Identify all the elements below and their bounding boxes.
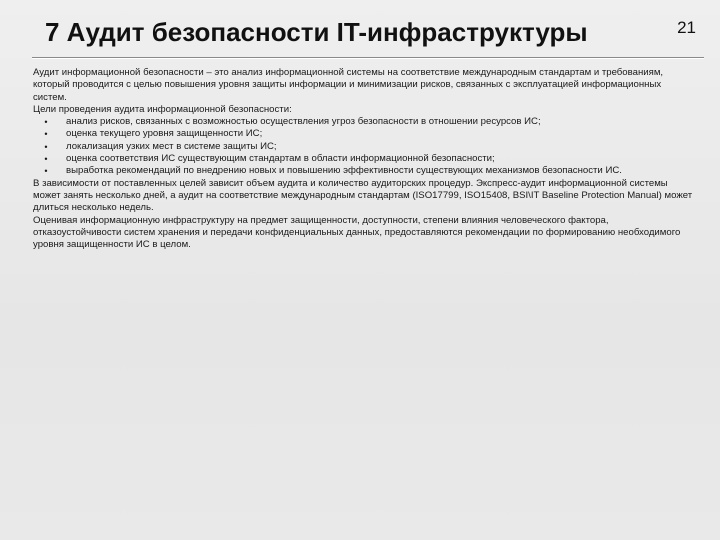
goal-text: оценка текущего уровня защищенности ИС; bbox=[66, 128, 263, 140]
bullet-icon: • bbox=[44, 141, 48, 152]
list-item bbox=[33, 165, 695, 177]
bullet-icon: • bbox=[44, 166, 48, 177]
slide-number: 21 bbox=[677, 18, 696, 37]
title-divider bbox=[32, 57, 704, 58]
goal-text: локализация узких мест в системе защиты ИС; bbox=[66, 140, 277, 152]
list-item bbox=[33, 128, 695, 140]
list-item bbox=[33, 153, 695, 165]
goal-text: выработка рекомендаций по внедрению новых и повышению эффективности существующих механизмов безопасности ИС. bbox=[66, 165, 622, 177]
slide-title: 7 Аудит безопасности IT-инфраструктуры bbox=[45, 17, 588, 47]
list-item bbox=[33, 141, 695, 153]
definition-paragraph: Аудит информационной безопасности – это анализ информационной системы на соответствие международным стандартам и требованиям, который проводится с целью повышения уровня защиты информации и минимизации рисков, связанных с эксплуатацией информационных систем. bbox=[33, 67, 664, 103]
goals-list bbox=[33, 116, 695, 177]
goal-text: анализ рисков, связанных с возможностью осуществления угроз безопасности в отношении ресурсов ИС; bbox=[66, 116, 541, 128]
scope-paragraph: В зависимости от поставленных целей зависит объем аудита и количество аудиторских процедур. Экспресс-аудит информационной системы может занять несколько дней, а аудит на соответствие международным стандартам (ISO17799, ISO15408, BSI\IT Baseline Protection Manual) может длиться несколько недель. bbox=[33, 177, 693, 214]
bullet-icon: • bbox=[44, 154, 48, 165]
bullet-icon: • bbox=[44, 129, 48, 140]
slide-body bbox=[33, 67, 695, 251]
goals-heading: Цели проведения аудита информационной безопасности: bbox=[33, 103, 292, 115]
list-item bbox=[33, 116, 695, 128]
assessment-paragraph: Оценивая информационную инфраструктуру на предмет защищенности, доступности, степени влияния человеческого фактора, отказоустойчивости систем хранения и передачи конфиденциальных данных, предоставляются рекомендации по формированию необходимого уровня защищенности ИС в целом. bbox=[33, 214, 681, 251]
goal-text: оценка соответствия ИС существующим стандартам в области информационной безопасности; bbox=[66, 153, 495, 165]
bullet-icon: • bbox=[44, 117, 48, 128]
